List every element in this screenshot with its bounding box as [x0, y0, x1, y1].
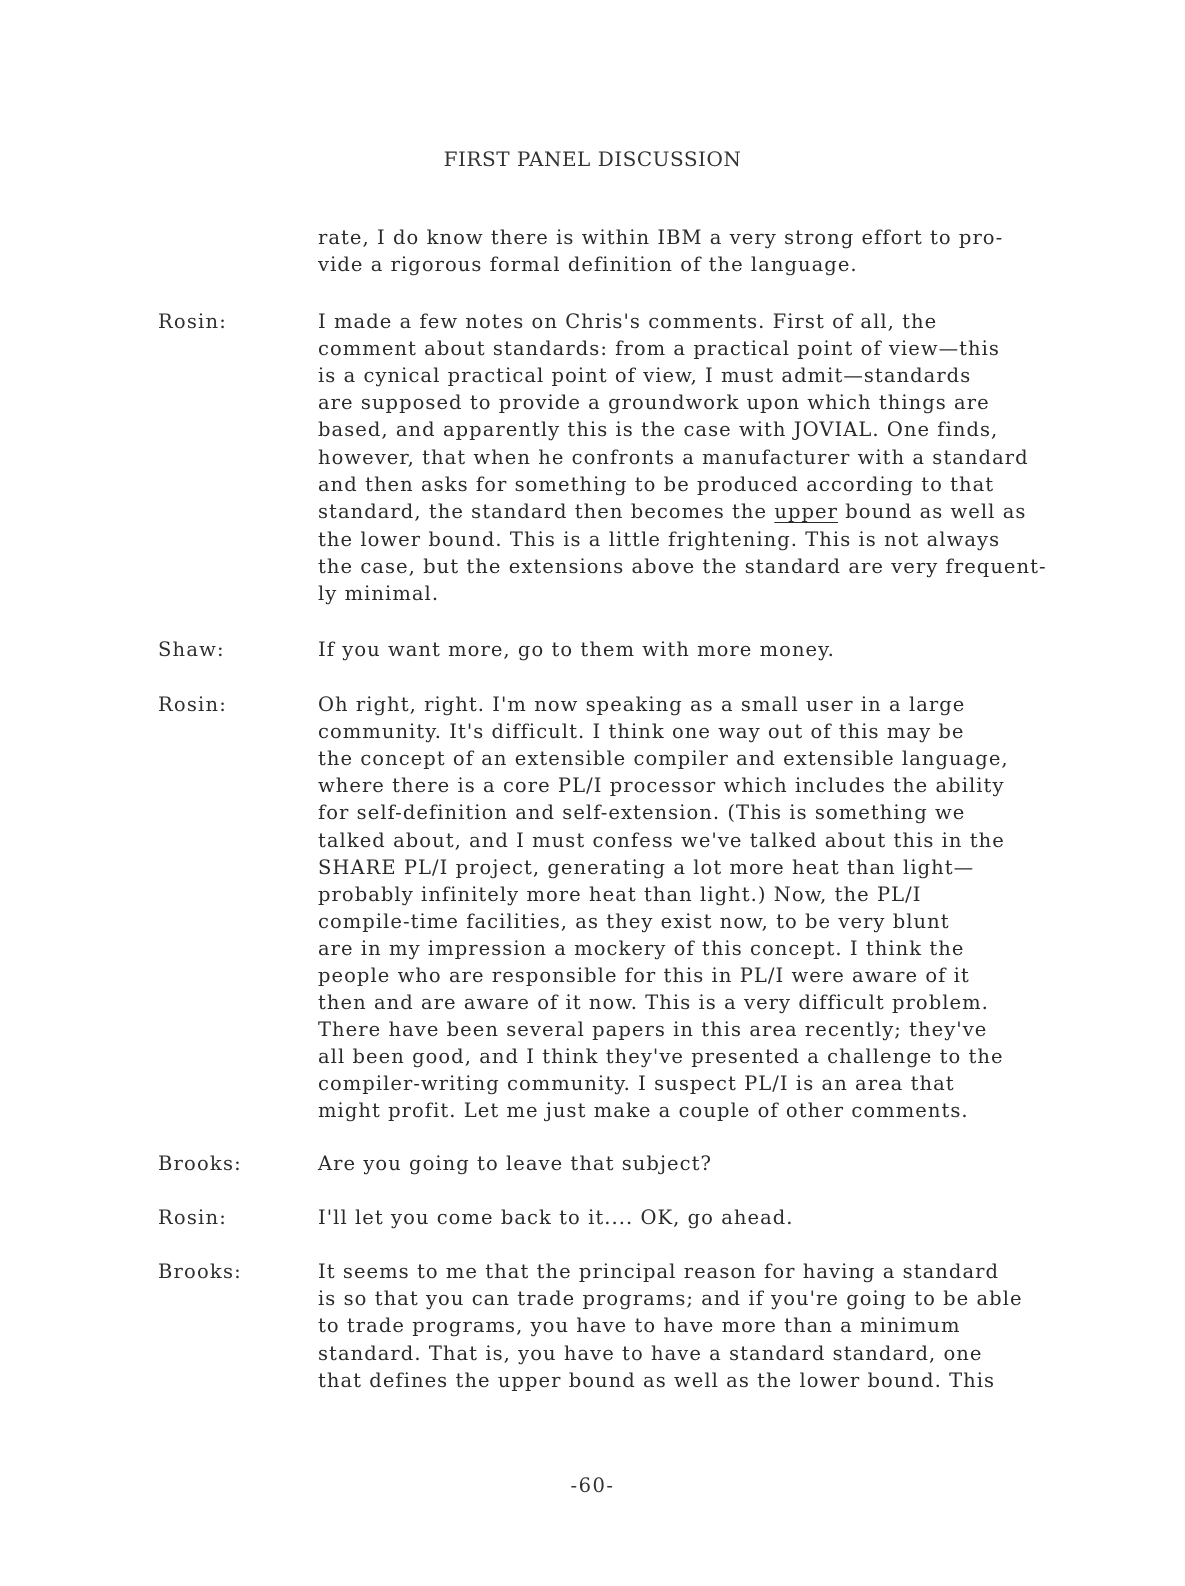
speech-line: for self-definition and self-extension. (This is something we: [318, 801, 966, 824]
speech-line: is so that you can trade programs; and if you're going to be able: [318, 1287, 1023, 1310]
speech-line: [318, 498, 1026, 525]
speech-line: to trade programs, you have to have more than a minimum: [318, 1314, 961, 1337]
speech-line: is a cynical practical point of view, I must admit—standards: [318, 364, 972, 387]
speech-line: probably infinitely more heat than light.) Now, the PL/I: [318, 883, 922, 906]
speech-line: the case, but the extensions above the standard are very frequent-: [318, 555, 1047, 578]
speech-line: compiler-writing community. I suspect PL/I is an area that: [318, 1072, 955, 1095]
speech-line: It seems to me that the principal reason for having a standard: [318, 1260, 1000, 1283]
underlined-word: upper: [774, 500, 838, 523]
speech-line: that defines the upper bound as well as the lower bound. This: [318, 1369, 996, 1392]
speech-line: might profit. Let me just make a couple of other comments.: [318, 1099, 969, 1122]
speech-line: however, that when he confronts a manufacturer with a standard: [318, 446, 1029, 469]
speech-line: community. It's difficult. I think one way out of this may be: [318, 720, 965, 743]
speech-line: people who are responsible for this in PL/I were aware of it: [318, 964, 970, 987]
speaker-label: Rosin:: [158, 310, 227, 333]
speech-line: then and are aware of it now. This is a very difficult problem.: [318, 991, 989, 1014]
speech-line: ly minimal.: [318, 582, 440, 605]
speech-line: the concept of an extensible compiler and extensible language,: [318, 747, 1009, 770]
speaker-label: Shaw:: [158, 638, 225, 661]
speech-line: and then asks for something to be produced according to that: [318, 473, 995, 496]
speech-line: vide a rigorous formal definition of the language.: [318, 253, 858, 276]
speech-line: standard. That is, you have to have a standard standard, one: [318, 1342, 983, 1365]
speech-line: SHARE PL/I project, generating a lot more heat than light—: [318, 856, 975, 879]
speech-line: are in my impression a mockery of this concept. I think the: [318, 937, 965, 960]
speaker-label: Brooks:: [158, 1152, 242, 1175]
speech-line: are supposed to provide a groundwork upon which things are: [318, 391, 990, 414]
speaker-label: Rosin:: [158, 693, 227, 716]
speech-line: I'll let you come back to it.... OK, go ahead.: [318, 1206, 794, 1229]
speech-line: rate, I do know there is within IBM a very strong effort to pro-: [318, 226, 1004, 249]
speaker-label: Rosin:: [158, 1206, 227, 1229]
speech-line: all been good, and I think they've presented a challenge to the: [318, 1045, 1004, 1068]
speech-line: the lower bound. This is a little frightening. This is not always: [318, 528, 1001, 551]
speech-line: There have been several papers in this area recently; they've: [318, 1018, 988, 1041]
page-number: -60-: [570, 1474, 615, 1497]
speech-line: based, and apparently this is the case with JOVIAL. One finds,: [318, 418, 999, 441]
speech-line: where there is a core PL/I processor which includes the ability: [318, 774, 1005, 797]
speech-line: Are you going to leave that subject?: [318, 1152, 712, 1175]
running-head: FIRST PANEL DISCUSSION: [443, 147, 742, 171]
speech-line: talked about, and I must confess we've talked about this in the: [318, 829, 1005, 852]
speech-line-text: bound as well as: [838, 500, 1027, 523]
speech-line: compile-time facilities, as they exist now, to be very blunt: [318, 910, 950, 933]
speech-line: Oh right, right. I'm now speaking as a small user in a large: [318, 693, 966, 716]
speaker-label: Brooks:: [158, 1260, 242, 1283]
speech-line-text: standard, the standard then becomes the: [318, 500, 775, 523]
speech-line: I made a few notes on Chris's comments. First of all, the: [318, 310, 938, 333]
speech-line: comment about standards: from a practical point of view—this: [318, 337, 1000, 360]
speech-line: If you want more, go to them with more money.: [318, 638, 835, 661]
